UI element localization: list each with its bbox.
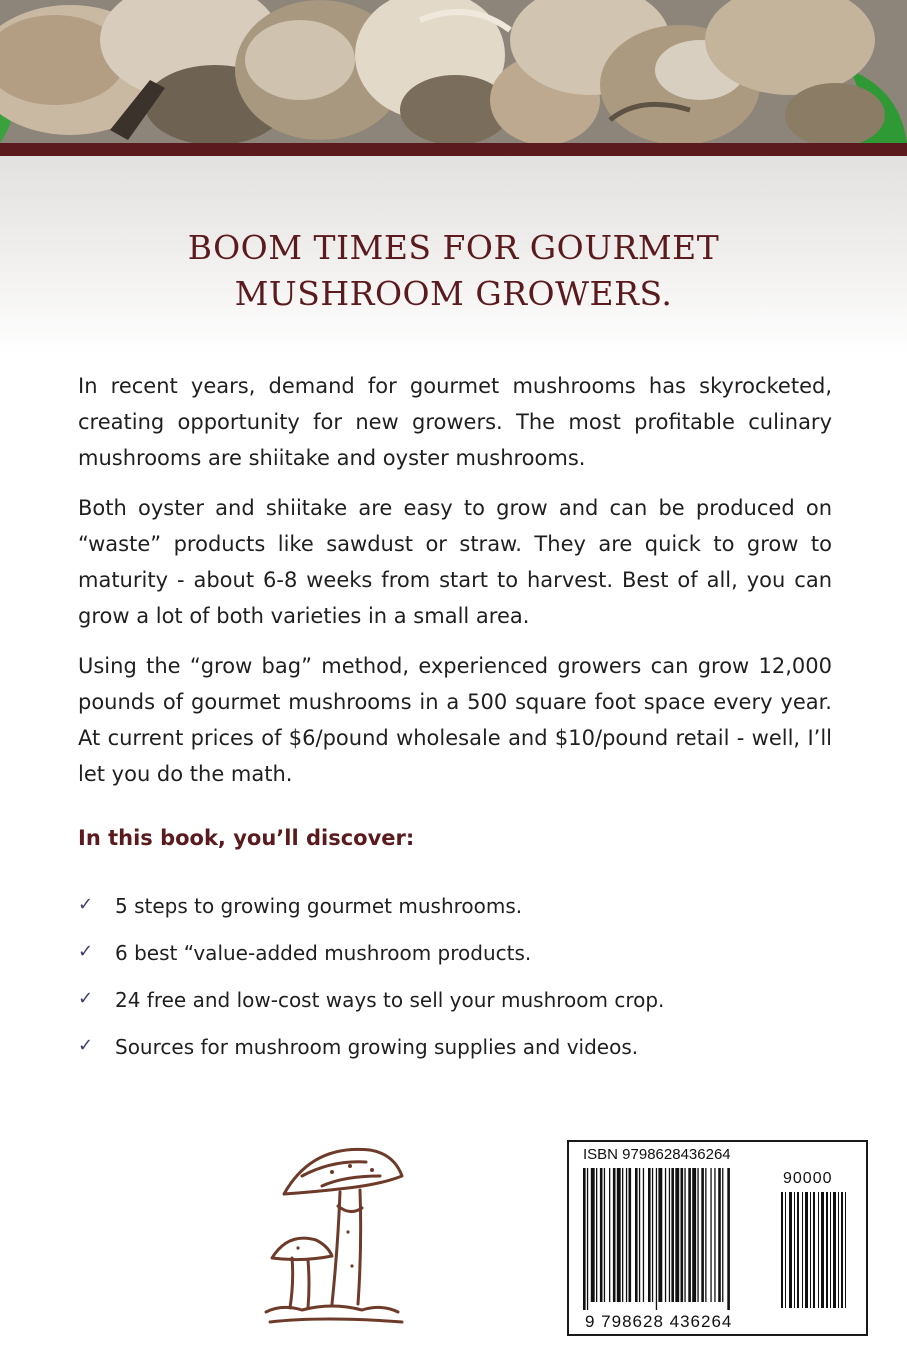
- list-item: [78, 894, 664, 941]
- isbn-barcode: [567, 1140, 868, 1336]
- mushroom-photo-band: [0, 0, 907, 143]
- list-item-text: 6 best “value-added mushroom products.: [115, 941, 532, 965]
- list-item: [78, 1035, 664, 1082]
- headline-line-1: BOOM TIMES FOR GOURMET: [187, 228, 720, 267]
- paragraph-3: Using the “grow bag” method, experienced growers can grow 12,000 pounds of gourmet mushrooms in a 500 square foot space every year. At current prices of $6/pound wholesale and $10/pound retail - well, I’ll let you do the math.: [78, 654, 832, 786]
- headline: [0, 225, 907, 317]
- checkmark-icon: ✓: [78, 941, 94, 962]
- price-code: 90000: [783, 1170, 833, 1187]
- headline-line-2: MUSHROOM GROWERS.: [234, 274, 673, 313]
- checkmark-icon: ✓: [78, 894, 94, 915]
- body-text: [78, 368, 832, 806]
- checkmark-icon: ✓: [78, 1035, 94, 1056]
- ean-digits: 9 798628 436264: [585, 1312, 733, 1331]
- discover-heading: In this book, you’ll discover:: [78, 826, 415, 850]
- mushroom-icon: [262, 1136, 412, 1326]
- list-item: [78, 941, 664, 988]
- isbn-label: ISBN 9798628436264: [583, 1146, 731, 1163]
- paragraph-1: In recent years, demand for gourmet mushrooms has skyrocketed, creating opportunity for new growers. The most profitable culinary mushrooms are shiitake and oyster mushrooms.: [78, 374, 832, 470]
- mushroom-illustration: [262, 1136, 412, 1330]
- maroon-divider: [0, 143, 907, 156]
- list-item-text: Sources for mushroom growing supplies and videos.: [115, 1035, 639, 1059]
- addon-barcode-bars: [779, 1192, 849, 1308]
- list-item-text: 5 steps to growing gourmet mushrooms.: [115, 894, 523, 918]
- paragraph-2: Both oyster and shiitake are easy to grow and can be produced on “waste” products like sawdust or straw. They are quick to grow to maturity - about 6-8 weeks from start to harvest. Best of all, you can grow a lot of both varieties in a small area.: [78, 496, 832, 628]
- checkmark-icon: ✓: [78, 988, 94, 1009]
- discover-list: [78, 894, 664, 1082]
- oyster-mushrooms-photo: [0, 0, 907, 143]
- list-item-text: 24 free and low-cost ways to sell your mushroom crop.: [115, 988, 665, 1012]
- ean-barcode-bars: [583, 1168, 773, 1310]
- list-item: [78, 988, 664, 1035]
